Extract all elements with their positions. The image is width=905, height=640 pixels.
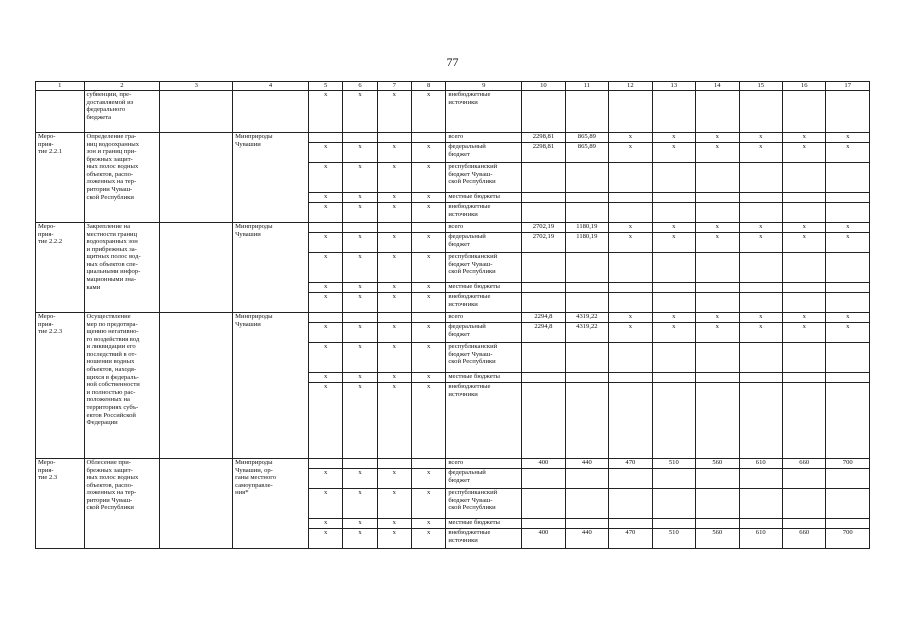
value-cell: 2294,8 <box>522 313 565 323</box>
x-mark: x <box>609 133 652 143</box>
x-mark: x <box>412 323 446 343</box>
activity-text: субвенции, пре- доставляемой из федерального бюджета <box>84 91 160 133</box>
x-mark: x <box>412 469 446 489</box>
funding-source: республиканский бюджет Чуваш- ской Республики <box>446 253 522 283</box>
x-mark: x <box>412 373 446 383</box>
x-mark: x <box>377 373 411 383</box>
x-mark: x <box>377 143 411 163</box>
x-mark: x <box>308 519 342 529</box>
x-mark: x <box>412 253 446 283</box>
x-mark: x <box>377 383 411 459</box>
x-mark: x <box>308 203 342 223</box>
col-header: 12 <box>609 82 652 91</box>
value-cell: 2298,81 <box>522 133 565 143</box>
activity-label: Меро- прия- тие 2.3 <box>36 459 85 549</box>
table-row <box>36 459 870 469</box>
activity-text: Закрепление на местности границ водоохранных зон и прибрежных за- щитных полос вод- ных объектов спе- циальными инфор- мационными зна- ками <box>84 223 160 313</box>
x-mark: x <box>696 233 739 253</box>
x-mark: x <box>412 519 446 529</box>
activity-text: Облесение при- брежных защит- ных полос водных объектов, распо- ложенных на тер- ритории Чуваш- ской Республики <box>84 459 160 549</box>
activity-label: Меро- прия- тие 2.2.2 <box>36 223 85 313</box>
x-mark: x <box>308 529 342 549</box>
col-header: 5 <box>308 82 342 91</box>
x-mark: x <box>412 489 446 519</box>
x-mark: x <box>739 323 782 343</box>
x-mark: x <box>652 133 695 143</box>
x-mark: x <box>343 233 377 253</box>
x-mark: x <box>412 193 446 203</box>
x-mark: x <box>609 323 652 343</box>
value-cell: 2702,19 <box>522 233 565 253</box>
x-mark: x <box>782 323 825 343</box>
x-mark: x <box>343 383 377 459</box>
x-mark: x <box>412 293 446 313</box>
x-mark: x <box>377 253 411 283</box>
x-mark: x <box>377 323 411 343</box>
x-mark: x <box>308 283 342 293</box>
x-mark: x <box>343 203 377 223</box>
funding-source: федеральный бюджет <box>446 143 522 163</box>
value-cell: 2294,8 <box>522 323 565 343</box>
x-mark: x <box>308 469 342 489</box>
x-mark: x <box>826 223 870 233</box>
x-mark: x <box>609 143 652 163</box>
value-cell: 2298,81 <box>522 143 565 163</box>
funding-source: всего <box>446 223 522 233</box>
x-mark: x <box>652 323 695 343</box>
x-mark: x <box>782 133 825 143</box>
value-cell: 2702,19 <box>522 223 565 233</box>
value-cell: 700 <box>826 459 870 469</box>
x-mark: x <box>826 133 870 143</box>
x-mark: x <box>739 313 782 323</box>
x-mark: x <box>377 91 411 133</box>
x-mark: x <box>377 529 411 549</box>
funding-source: всего <box>446 313 522 323</box>
funding-source: всего <box>446 133 522 143</box>
col-header: 15 <box>739 82 782 91</box>
x-mark: x <box>782 233 825 253</box>
activity-label: Меро- прия- тие 2.2.3 <box>36 313 85 459</box>
x-mark: x <box>412 143 446 163</box>
x-mark: x <box>343 323 377 343</box>
page-number: 77 <box>446 55 459 69</box>
col-header: 10 <box>522 82 565 91</box>
table-row <box>36 223 870 233</box>
x-mark: x <box>609 233 652 253</box>
value-cell: 660 <box>782 529 825 549</box>
x-mark: x <box>412 529 446 549</box>
x-mark: x <box>782 223 825 233</box>
x-mark: x <box>377 293 411 313</box>
x-mark: x <box>377 163 411 193</box>
x-mark: x <box>308 489 342 519</box>
x-mark: x <box>377 193 411 203</box>
x-mark: x <box>343 163 377 193</box>
x-mark: x <box>826 233 870 253</box>
x-mark: x <box>343 489 377 519</box>
x-mark: x <box>652 143 695 163</box>
x-mark: x <box>412 283 446 293</box>
x-mark: x <box>343 253 377 283</box>
x-mark: x <box>377 233 411 253</box>
x-mark: x <box>377 469 411 489</box>
col-header: 14 <box>696 82 739 91</box>
value-cell: 470 <box>609 459 652 469</box>
x-mark: x <box>308 383 342 459</box>
x-mark: x <box>308 143 342 163</box>
x-mark: x <box>609 223 652 233</box>
x-mark: x <box>377 489 411 519</box>
x-mark: x <box>343 529 377 549</box>
executor: Минприроды Чувашии <box>233 223 309 313</box>
funding-source: местные бюджеты <box>446 373 522 383</box>
value-cell: 560 <box>696 529 739 549</box>
x-mark: x <box>343 143 377 163</box>
x-mark: x <box>652 223 695 233</box>
col-header: 1 <box>36 82 85 91</box>
x-mark: x <box>308 233 342 253</box>
value-cell: 865,89 <box>565 133 608 143</box>
value-cell: 560 <box>696 459 739 469</box>
col-header: 13 <box>652 82 695 91</box>
x-mark: x <box>308 323 342 343</box>
value-cell: 470 <box>609 529 652 549</box>
funding-source: внебюджетные источники <box>446 293 522 313</box>
x-mark: x <box>696 143 739 163</box>
x-mark: x <box>782 143 825 163</box>
executor: Минприроды Чувашии <box>233 313 309 459</box>
col-header: 4 <box>233 82 309 91</box>
funding-source: внебюджетные источники <box>446 529 522 549</box>
value-cell: 1180,19 <box>565 223 608 233</box>
value-cell: 865,89 <box>565 143 608 163</box>
x-mark: x <box>412 233 446 253</box>
col-header: 8 <box>412 82 446 91</box>
value-cell: 610 <box>739 459 782 469</box>
x-mark: x <box>782 313 825 323</box>
col-header: 11 <box>565 82 608 91</box>
x-mark: x <box>412 91 446 133</box>
x-mark: x <box>412 163 446 193</box>
x-mark: x <box>412 343 446 373</box>
x-mark: x <box>739 143 782 163</box>
value-cell: 510 <box>652 459 695 469</box>
executor: Минприроды Чувашии <box>233 133 309 223</box>
value-cell: 700 <box>826 529 870 549</box>
funding-source: республиканский бюджет Чуваш- ской Республики <box>446 343 522 373</box>
funding-source: федеральный бюджет <box>446 469 522 489</box>
funding-source: федеральный бюджет <box>446 323 522 343</box>
value-cell: 440 <box>565 529 608 549</box>
x-mark: x <box>609 313 652 323</box>
value-cell: 510 <box>652 529 695 549</box>
activity-label: Меро- прия- тие 2.2.1 <box>36 133 85 223</box>
x-mark: x <box>696 133 739 143</box>
x-mark: x <box>343 469 377 489</box>
col-header: 17 <box>826 82 870 91</box>
x-mark: x <box>343 373 377 383</box>
funding-source: внебюджетные источники <box>446 383 522 459</box>
col-header: 2 <box>84 82 160 91</box>
value-cell: 1180,19 <box>565 233 608 253</box>
x-mark: x <box>377 283 411 293</box>
table-row <box>36 91 870 133</box>
x-mark: x <box>343 519 377 529</box>
activity-text: Определение гра- ниц водоохранных зон и границ при- брежных защит- ных полос водных объектов, распо- ложенных на тер- ритории Чуваш- ской Республики <box>84 133 160 223</box>
value-cell: 660 <box>782 459 825 469</box>
col-header: 3 <box>160 82 233 91</box>
value-cell: 400 <box>522 529 565 549</box>
executor: Минприроды Чувашии, ор- ганы местного самоуправле- ния* <box>233 459 309 549</box>
program-activities-table <box>35 81 870 549</box>
funding-source: республиканский бюджет Чуваш- ской Республики <box>446 163 522 193</box>
x-mark: x <box>696 323 739 343</box>
funding-source: местные бюджеты <box>446 519 522 529</box>
x-mark: x <box>343 343 377 373</box>
x-mark: x <box>308 193 342 203</box>
x-mark: x <box>652 313 695 323</box>
x-mark: x <box>308 373 342 383</box>
x-mark: x <box>308 91 342 133</box>
x-mark: x <box>377 343 411 373</box>
x-mark: x <box>377 519 411 529</box>
funding-source: всего <box>446 459 522 469</box>
funding-source: местные бюджеты <box>446 283 522 293</box>
x-mark: x <box>739 133 782 143</box>
col-header: 7 <box>377 82 411 91</box>
value-cell: 4319,22 <box>565 323 608 343</box>
x-mark: x <box>308 343 342 373</box>
value-cell: 4319,22 <box>565 313 608 323</box>
value-cell: 610 <box>739 529 782 549</box>
x-mark: x <box>696 223 739 233</box>
value-cell: 440 <box>565 459 608 469</box>
x-mark: x <box>343 91 377 133</box>
x-mark: x <box>308 293 342 313</box>
x-mark: x <box>412 383 446 459</box>
funding-source: республиканский бюджет Чуваш- ской Республики <box>446 489 522 519</box>
x-mark: x <box>308 163 342 193</box>
column-number-row <box>36 82 870 91</box>
table-row <box>36 133 870 143</box>
x-mark: x <box>739 223 782 233</box>
x-mark: x <box>826 323 870 343</box>
col-header: 6 <box>343 82 377 91</box>
x-mark: x <box>343 193 377 203</box>
activity-text: Осуществление мер по предотвра- щению негативно- го воздействия вод и ликвидации его последствий в от- ношении водных объектов, находя- щихся в федераль- ной собственности и полностью рас- положенных на территориях субъ- ектов Российской Федерации <box>84 313 160 459</box>
x-mark: x <box>739 233 782 253</box>
x-mark: x <box>696 313 739 323</box>
x-mark: x <box>412 203 446 223</box>
x-mark: x <box>343 283 377 293</box>
x-mark: x <box>652 233 695 253</box>
x-mark: x <box>343 293 377 313</box>
col-header: 9 <box>446 82 522 91</box>
funding-source: внебюджетные источники <box>446 91 522 133</box>
funding-source: внебюджетные источники <box>446 203 522 223</box>
table-row <box>36 313 870 323</box>
x-mark: x <box>826 143 870 163</box>
x-mark: x <box>377 203 411 223</box>
funding-source: местные бюджеты <box>446 193 522 203</box>
col-header: 16 <box>782 82 825 91</box>
value-cell: 400 <box>522 459 565 469</box>
x-mark: x <box>308 253 342 283</box>
funding-source: федеральный бюджет <box>446 233 522 253</box>
x-mark: x <box>826 313 870 323</box>
